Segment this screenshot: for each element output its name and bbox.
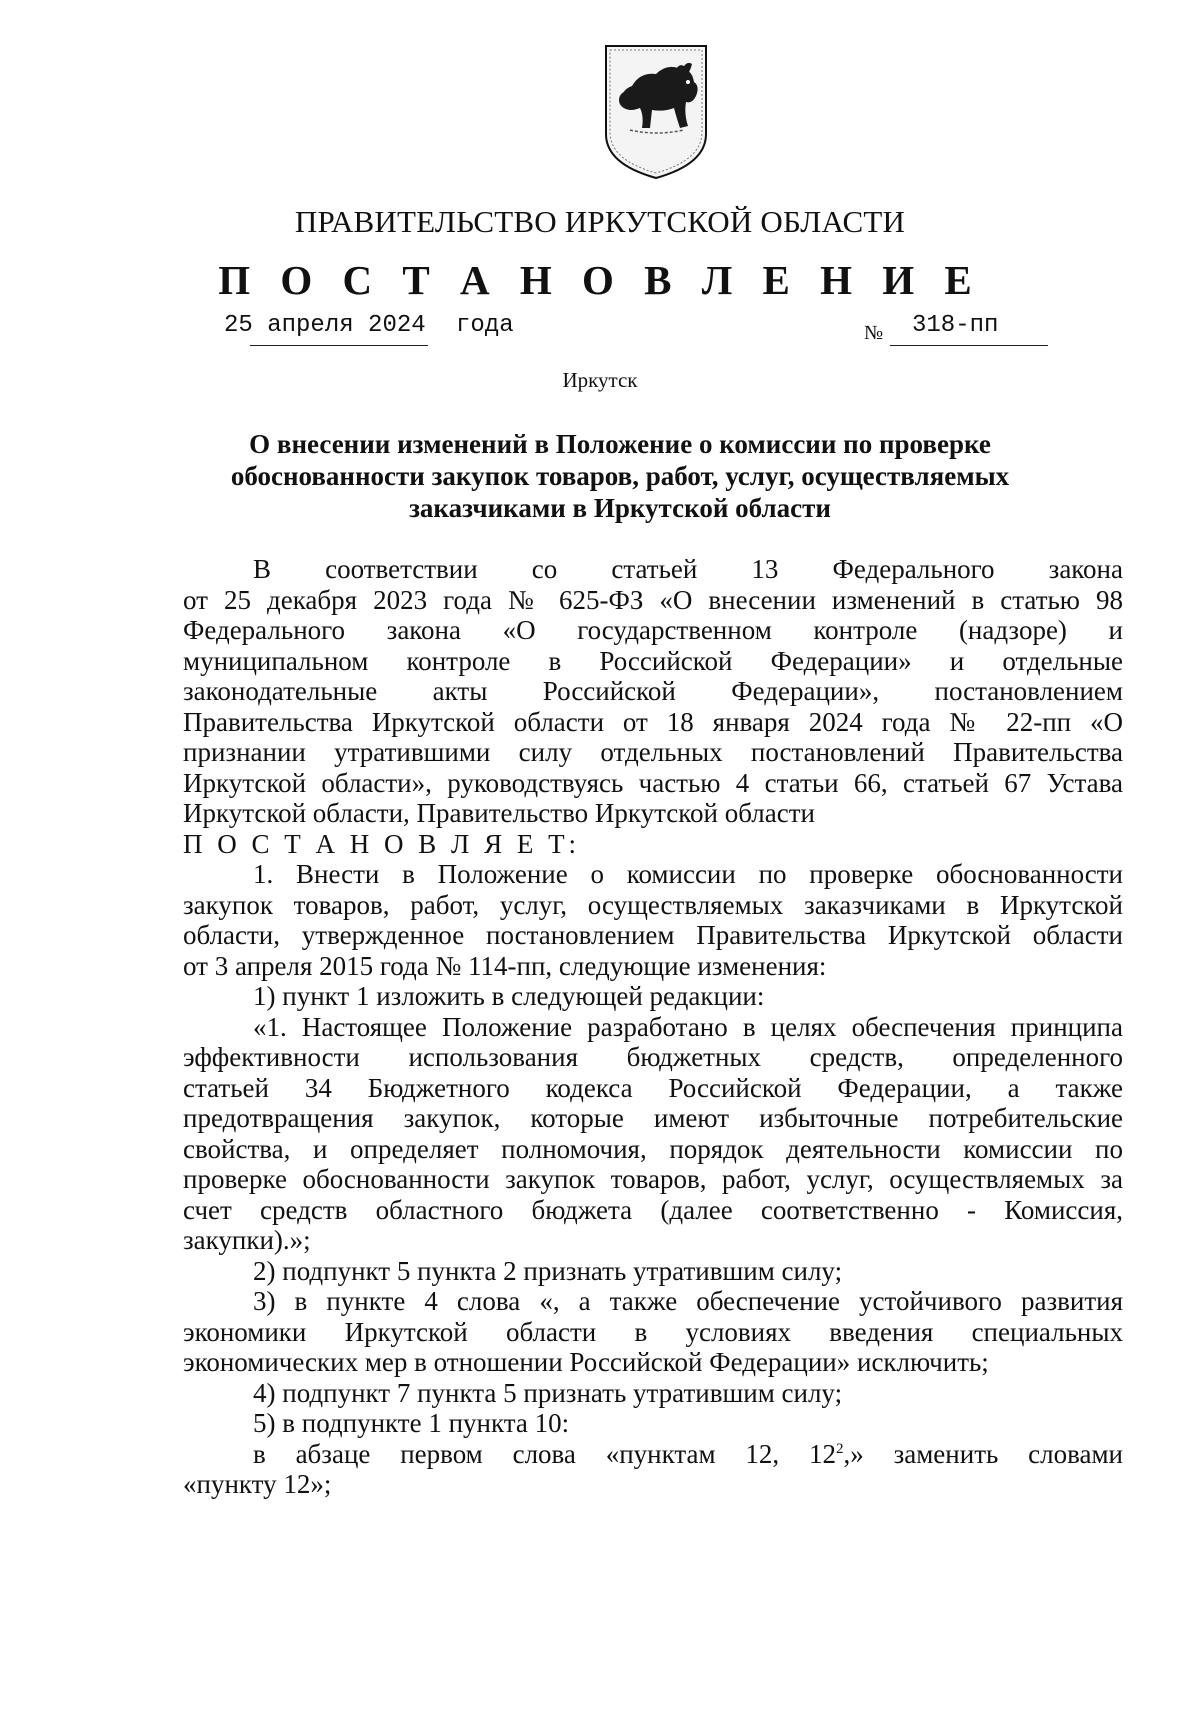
- item1-line: 1. Внести в Положение о комиссии по проверке обоснованности: [253, 859, 1123, 889]
- subitem-2: 2) подпункт 5 пункта 2 признать утратившим силу;: [253, 1255, 843, 1286]
- paragraph-a-line: «пункту 12»;: [183, 1469, 332, 1499]
- preamble-line: признании утратившими силу отдельных постановлений Правительства: [183, 737, 1123, 767]
- date-day: 25 апреля 2024: [224, 312, 426, 339]
- paragraph-a-end: ,» заменить словами: [843, 1438, 1123, 1469]
- subitem-3-line: экономики Иркутской области в условиях введения специальных: [183, 1316, 1123, 1347]
- paragraph-a-line: [183, 1439, 1123, 1470]
- quote-line: предотвращения закупок, которые имеют избыточные потребительские: [183, 1103, 1123, 1133]
- subject-line: обоснованности закупок товаров, работ, услуг, осуществляемых: [230, 461, 1010, 491]
- subitem-5: 5) в подпункте 1 пункта 10:: [253, 1408, 570, 1438]
- subitem-3-line: экономических мер в отношении Российской Федерации» исключить;: [183, 1347, 989, 1377]
- city-name: Иркутск: [562, 368, 638, 392]
- preamble-line: В соответствии со статьей 13 Федерального закона: [253, 554, 1123, 584]
- document-body: [183, 554, 1123, 1500]
- preamble-line: Правительства Иркутской области от 18 января 2024 года № 22-пп «О: [183, 706, 1123, 737]
- date-month-year: апреля 2024: [267, 312, 426, 339]
- quote-line: «1. Настоящее Положение разработано в целях обеспечения принципа: [253, 1011, 1123, 1042]
- coat-of-arms-emblem: [600, 42, 712, 182]
- subject-line: заказчиками в Иркутской области: [409, 493, 831, 523]
- resolves-heading: П О С Т А Н О В Л Я Е Т:: [183, 828, 581, 859]
- document-number: 318-пп: [912, 312, 999, 339]
- quote-line: закупки).»;: [183, 1225, 311, 1255]
- date-year-word: года: [456, 312, 514, 339]
- document-subject: [200, 428, 1040, 524]
- number-underline: [890, 345, 1048, 346]
- quote-line: проверке обоснованности закупок товаров, работ, услуг, осуществляемых за: [183, 1164, 1123, 1194]
- quote-line: свойства, и определяет полномочия, порядок деятельности комиссии по: [183, 1133, 1123, 1164]
- preamble-line: муниципальном контроле в Российской Федерации» и отдельные: [183, 645, 1123, 676]
- date-underline: [250, 345, 428, 346]
- government-title: ПРАВИТЕЛЬСТВО ИРКУТСКОЙ ОБЛАСТИ: [294, 204, 906, 239]
- subitem-4: 4) подпункт 7 пункта 5 признать утратившим силу;: [253, 1377, 843, 1408]
- item1-line: от 3 апреля 2015 года № 114-пп, следующие изменения:: [183, 950, 827, 981]
- preamble-line: Федерального закона «О государственном контроле (надзоре) и: [183, 615, 1123, 645]
- paragraph-a-start: в абзаце первом слова «пунктам 12, 12: [253, 1438, 836, 1469]
- quote-line: статьей 34 Бюджетного кодекса Российской Федерации, а также: [183, 1072, 1123, 1103]
- quote-line: эффективности использования бюджетных средств, определенного: [183, 1042, 1123, 1072]
- subject-line: О внесении изменений в Положение о комиссии по проверке: [249, 429, 991, 459]
- preamble-line: Иркутской области, Правительство Иркутской области: [183, 798, 815, 828]
- preamble-line: от 25 декабря 2023 года № 625-ФЗ «О внесении изменений в статью 98: [183, 584, 1123, 615]
- preamble-line: законодательные акты Российской Федерации», постановлением: [183, 676, 1123, 706]
- item1-line: области, утвержденное постановлением Правительства Иркутской области: [183, 920, 1123, 950]
- preamble-line: Иркутской области», руководствуясь частью 4 статьи 66, статьей 67 Устава: [183, 767, 1123, 798]
- subitem-3-line: 3) в пункте 4 слова «, а также обеспечение устойчивого развития: [253, 1286, 1123, 1316]
- subitem-1: 1) пункт 1 изложить в следующей редакции:: [253, 981, 765, 1011]
- superscript: 2: [836, 1440, 844, 1457]
- item1-line: закупок товаров, работ, услуг, осуществляемых заказчиками в Иркутской: [183, 889, 1123, 920]
- document-type-heading: П О С Т А Н О В Л Е Н И Е: [218, 257, 982, 303]
- number-sign: №: [864, 322, 884, 344]
- quote-line: счет средств областного бюджета (далее соответственно - Комиссия,: [183, 1194, 1123, 1225]
